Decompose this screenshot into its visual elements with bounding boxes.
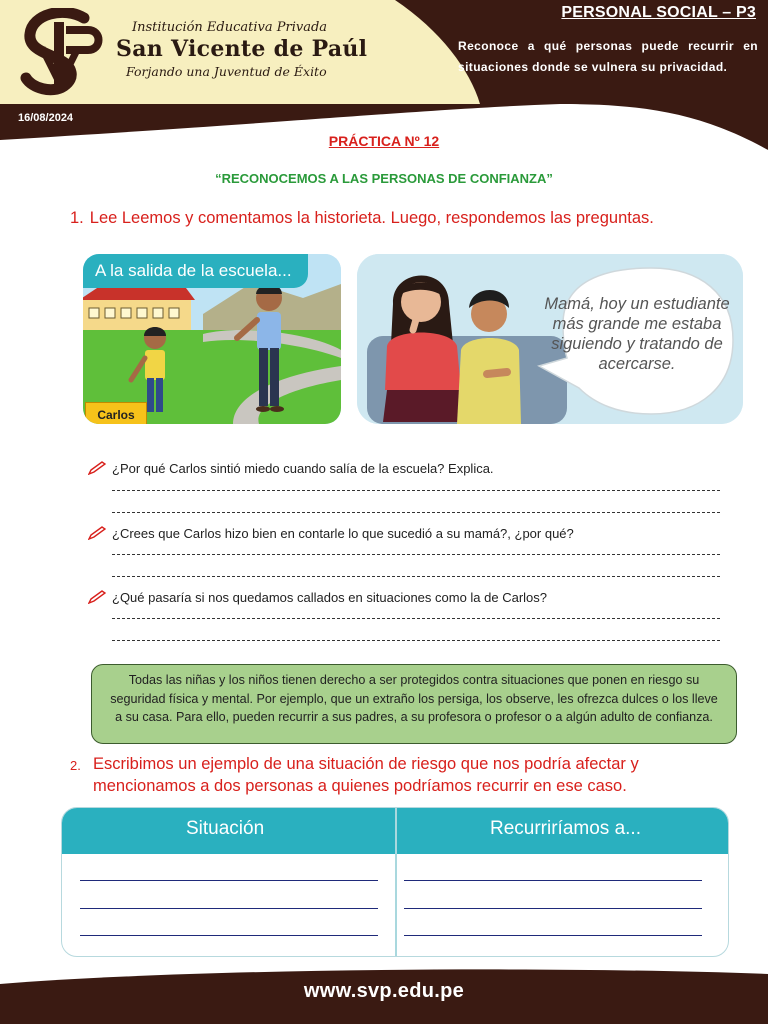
answer-line[interactable] <box>112 576 720 577</box>
practice-title: PRÁCTICA Nº 12 <box>328 133 440 149</box>
speech-text: Mamá, hoy un estudiante más grande me estaba siguiendo y tratando de acercarse. <box>544 295 730 373</box>
answer-line[interactable] <box>112 490 720 491</box>
comic-caption: A la salida de la escuela... <box>83 254 308 288</box>
question-1-text: ¿Por qué Carlos sintió miedo cuando salía de la escuela? Explica. <box>112 461 494 476</box>
answer-line[interactable] <box>112 554 720 555</box>
website-url[interactable]: www.svp.edu.pe <box>303 980 465 1002</box>
recourse-answer-line[interactable] <box>404 908 702 909</box>
column-divider <box>395 808 397 956</box>
character-name-tag: Carlos <box>85 402 147 424</box>
question-2-text: ¿Crees que Carlos hizo bien en contarle lo que sucedió a su mamá?, ¿por qué? <box>112 526 574 541</box>
institution-type: Institución Educativa Privada <box>132 20 328 35</box>
activity-2-number: 2. <box>70 758 81 773</box>
page-header <box>0 0 768 150</box>
column-header-situation: Situación <box>186 818 265 839</box>
comic-strip <box>83 254 743 426</box>
situation-answer-line[interactable] <box>80 880 378 881</box>
practice-subtitle: “RECONOCEMOS A LAS PERSONAS DE CONFIANZA” <box>215 171 553 186</box>
pencil-icon <box>88 590 106 604</box>
situation-table <box>61 807 729 957</box>
comic-panel-school-exit <box>83 254 341 424</box>
date-label: 16/08/2024 <box>18 112 74 124</box>
answer-line[interactable] <box>112 512 720 513</box>
subject-title: PERSONAL SOCIAL – P3 <box>561 4 756 21</box>
activity-1-number: 1. <box>70 209 84 227</box>
school-name: San Vicente de Paúl <box>116 36 368 62</box>
recourse-answer-line[interactable] <box>404 935 702 936</box>
situation-answer-line[interactable] <box>80 935 378 936</box>
question-3-text: ¿Qué pasaría si nos quedamos callados en situaciones como la de Carlos? <box>112 590 548 605</box>
pencil-icon <box>88 461 106 475</box>
activity-1-text: Lee Leemos y comentamos la historieta. Luego, respondemos las preguntas. <box>89 209 654 227</box>
info-box: Todas las niñas y los niños tienen derecho a ser protegidos contra situaciones que ponen en riesgo su seguridad física y mental. Por ejemplo, que un extraño los persiga, los observe, les ofrezca dulces o los lleve a su casa. Para ello, pueden recurrir a sus padres, a su profesora o profesor o a algún adulto de confianza. <box>91 664 737 744</box>
activity-1-instruction <box>70 209 654 228</box>
answer-line[interactable] <box>112 640 720 641</box>
column-header-recourse: Recurriríamos a... <box>490 818 641 839</box>
activity-2-text: Escribimos un ejemplo de una situación de riesgo que nos podría afectar y mencionamos a dos personas a quienes podríamos recurrir en ese caso. <box>93 755 639 795</box>
situation-answer-line[interactable] <box>80 908 378 909</box>
school-logo-icon <box>14 8 106 100</box>
pencil-icon <box>88 526 106 540</box>
school-motto: Forjando una Juventud de Éxito <box>126 64 327 79</box>
recourse-answer-line[interactable] <box>404 880 702 881</box>
answer-line[interactable] <box>112 618 720 619</box>
comic-panel-mother-talk <box>357 254 743 424</box>
learning-objective: Reconoce a qué personas puede recurrir en situaciones donde se vulnera su privacidad. <box>458 39 758 74</box>
